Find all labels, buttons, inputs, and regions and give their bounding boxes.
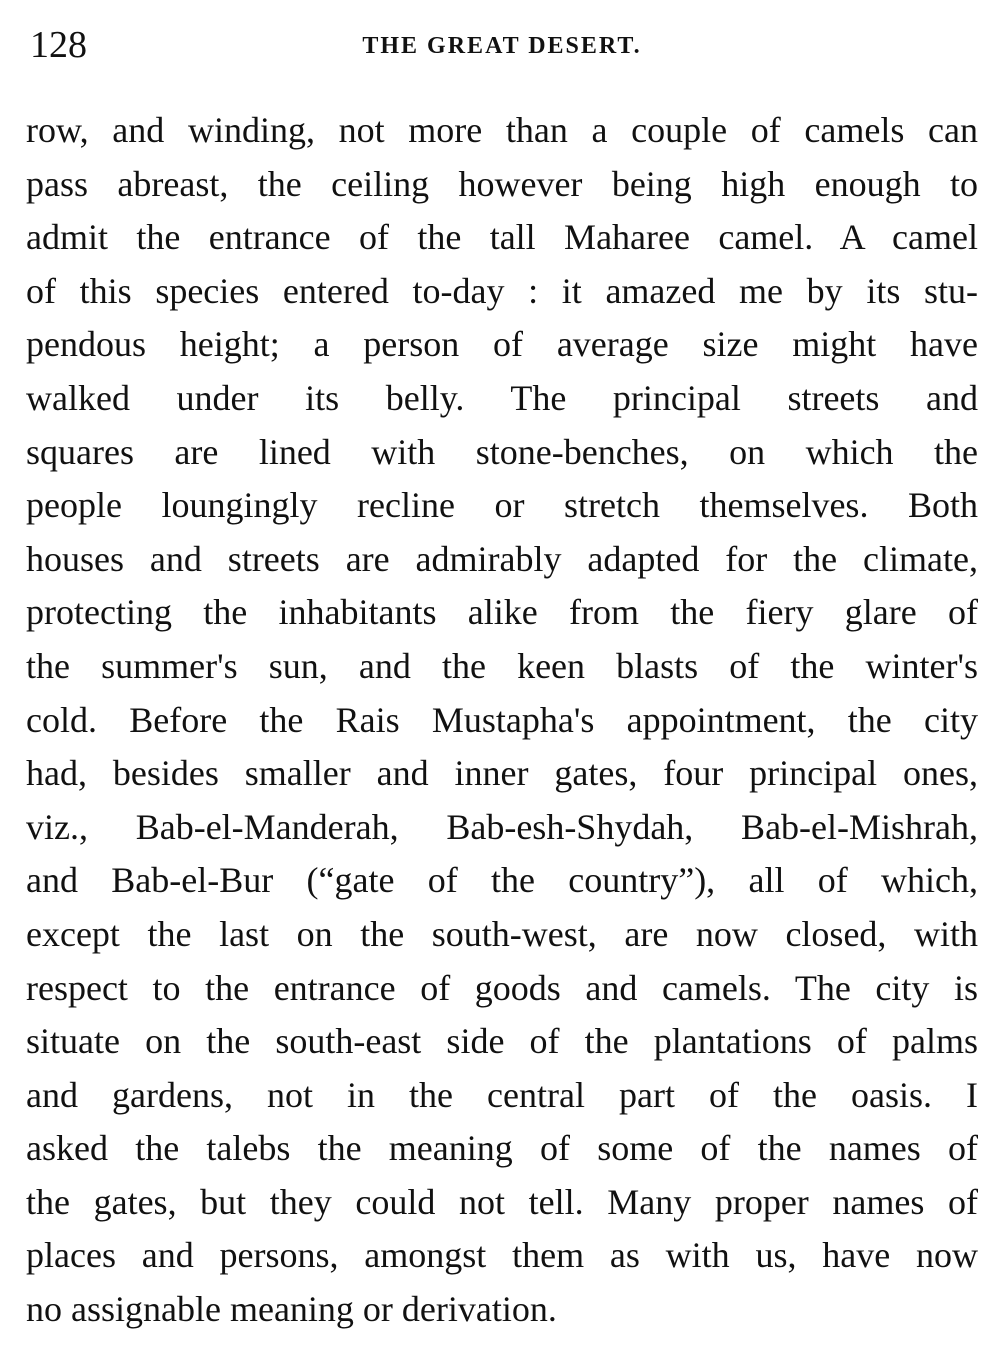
text-line: walked under its belly. The principal streets and [26,377,978,418]
text-line: and gardens, not in the central part of the oasis. I [26,1074,978,1115]
text-line: pendous height; a person of average size might have [26,324,978,365]
text-line: row, and winding, not more than a couple of camels can [26,110,978,150]
text-line: except the last on the south-west, are now closed, with [26,913,978,954]
text-line: protecting the inhabitants alike from the fiery glare of [26,592,978,633]
text-line: admit the entrance of the tall Maharee camel. A camel [26,217,978,258]
text-line: the summer's sun, and the keen blasts of the winter's [26,645,978,686]
text-line: pass abreast, the ceiling however being high enough to [26,163,978,204]
text-line: viz., Bab-el-Manderah, Bab-esh-Shydah, Bab-el-Mishrah, [26,806,978,847]
running-head [30,22,974,68]
text-line: had, besides smaller and inner gates, four principal ones, [26,753,978,794]
text-line: places and persons, amongst them as with us, have now [26,1235,978,1276]
text-line: the gates, but they could not tell. Many proper names of [26,1181,978,1222]
running-title: THE GREAT DESERT. [362,33,642,59]
text-line: people loungingly recline or stretch themselves. Both [26,485,978,526]
text-line: of this species entered to-day : it amazed me by its stu- [26,270,978,311]
text-line: cold. Before the Rais Mustapha's appointment, the city [26,699,978,740]
text-line: houses and streets are admirably adapted for the climate, [26,538,978,579]
text-line: situate on the south-east side of the plantations of palms [26,1021,978,1062]
text-line: respect to the entrance of goods and camels. The city is [26,967,978,1008]
text-line: squares are lined with stone-benches, on which the [26,431,978,472]
body-text [26,104,978,1337]
text-line: asked the talebs the meaning of some of the names of [26,1128,978,1169]
text-line: and Bab-el-Bur (“gate of the country”), all of which, [26,860,978,901]
page-number: 128 [30,24,87,66]
text-line: no assignable meaning or derivation. [26,1289,557,1330]
